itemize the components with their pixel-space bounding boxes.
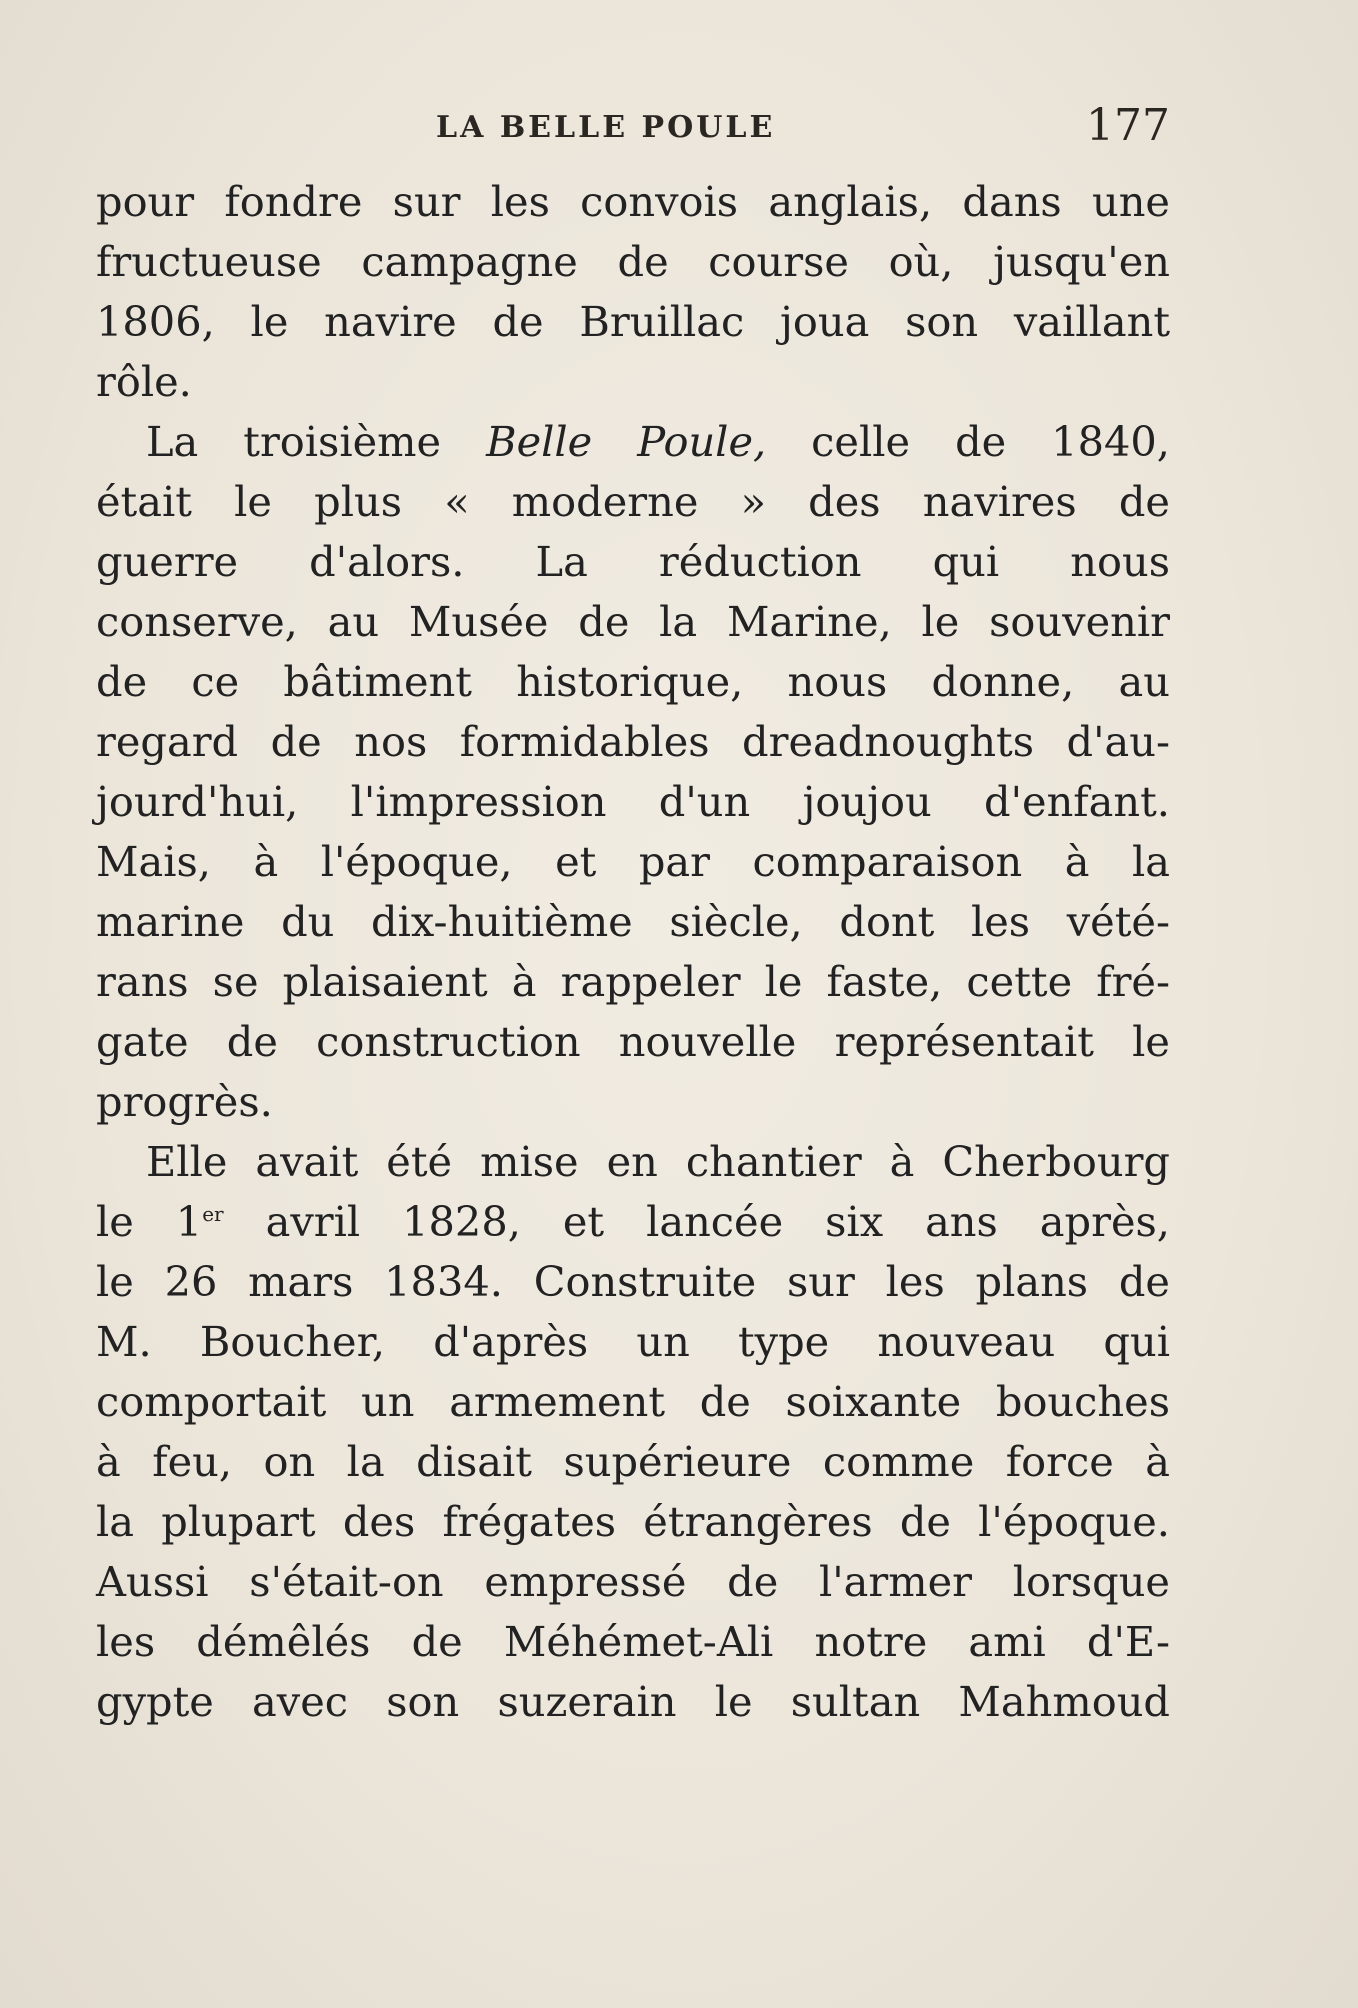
body-text (96, 172, 1170, 1732)
page-header (96, 100, 1170, 160)
running-title: LA BELLE POULE (436, 110, 776, 145)
text-line: marine du dix-huitième siècle, dont les vété- (96, 897, 1170, 946)
text-line: le 26 mars 1834. Construite sur les plans de (96, 1257, 1170, 1306)
text-line: jourd'hui, l'impression d'un joujou d'enfant. (96, 777, 1170, 826)
text-line (96, 1192, 1170, 1252)
text-line: 1806, le navire de Bruillac joua son vaillant (96, 297, 1170, 346)
text-line: regard de nos formidables dreadnoughts d'au- (96, 717, 1170, 766)
text-segment: le 1 (96, 1197, 203, 1246)
text-line: guerre d'alors. La réduction qui nous (96, 537, 1170, 586)
text-line: comportait un armement de soixante bouches (96, 1377, 1170, 1426)
text-line: les démêlés de Méhémet-Ali notre ami d'E- (96, 1617, 1170, 1666)
ordinal-superscript: er (202, 1202, 224, 1227)
text-line: conserve, au Musée de la Marine, le souvenir (96, 597, 1170, 646)
paragraph-start-line (96, 412, 1170, 472)
paragraph-start-line: Elle avait été mise en chantier à Cherbourg (146, 1137, 1170, 1186)
text-line: était le plus « moderne » des navires de (96, 477, 1170, 526)
text-line: rans se plaisaient à rappeler le faste, cette fré- (96, 957, 1170, 1006)
page-number: 177 (1086, 100, 1170, 151)
text-segment: La troisième (146, 417, 487, 466)
text-line: la plupart des frégates étrangères de l'époque. (96, 1497, 1170, 1546)
text-segment: avril 1828, et lancée six ans après, (223, 1197, 1170, 1246)
text-line: gypte avec son suzerain le sultan Mahmoud (96, 1677, 1170, 1726)
text-line: pour fondre sur les convois anglais, dans une (96, 177, 1170, 226)
text-line: rôle. (96, 357, 192, 406)
text-line: fructueuse campagne de course où, jusqu'en (96, 237, 1170, 286)
text-line: M. Boucher, d'après un type nouveau qui (96, 1317, 1170, 1366)
text-line: gate de construction nouvelle représentait le (96, 1017, 1170, 1066)
ship-name-italic: Belle Poule, (486, 417, 767, 466)
text-segment: celle de 1840, (766, 417, 1170, 466)
text-line: Mais, à l'époque, et par comparaison à la (96, 837, 1170, 886)
text-line: Aussi s'était-on empressé de l'armer lorsque (96, 1557, 1170, 1606)
text-line: de ce bâtiment historique, nous donne, au (96, 657, 1170, 706)
text-line: progrès. (96, 1077, 273, 1126)
text-line: à feu, on la disait supérieure comme force à (96, 1437, 1170, 1486)
